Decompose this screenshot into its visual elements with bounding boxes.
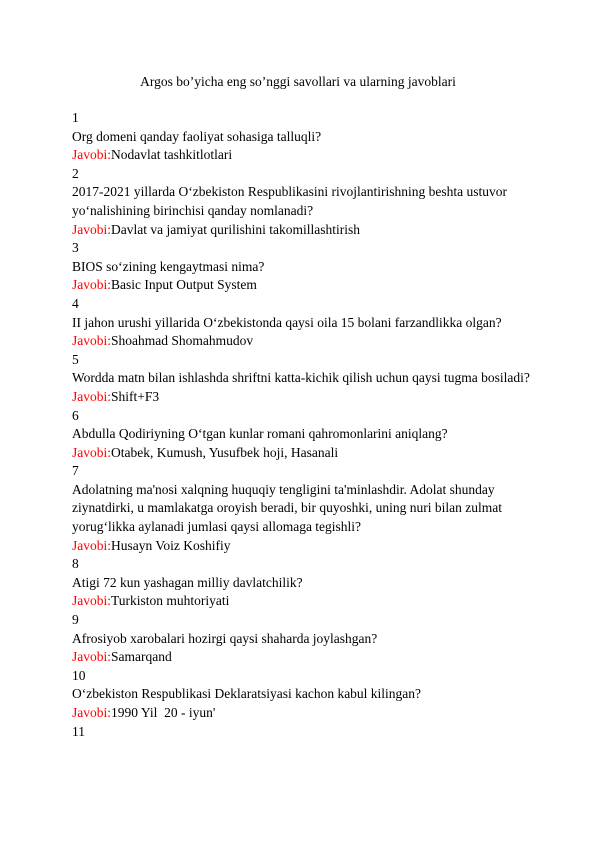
answer-label: Javobi: [72, 705, 111, 720]
question-number: 2 [72, 165, 79, 181]
qa-item [72, 611, 532, 667]
answer-line [72, 444, 532, 463]
answer-line [72, 648, 532, 667]
question-number: 6 [72, 407, 79, 423]
question-number: 5 [72, 351, 79, 367]
answer-label: Javobi: [72, 147, 111, 163]
question-text: O‘zbekiston Respublikasi Deklaratsiyasi kachon kabul kilingan? [72, 686, 422, 702]
answer-label: Javobi: [72, 221, 111, 237]
answer-line [72, 592, 532, 611]
answer-text: Nodavlat tashkitlotlari [111, 147, 233, 163]
question-text: Wordda matn bilan ishlashda shriftni katta-kichik qilish uchun qaysi tugma bosiladi? [72, 370, 530, 386]
qa-item [72, 555, 532, 611]
answer-line [72, 388, 532, 407]
answer-line [72, 332, 532, 351]
question-number: 10 [72, 667, 86, 683]
qa-item [72, 667, 532, 723]
question-text: Afrosiyob xarobalari hozirgi qaysi shaharda joylashgan? [72, 630, 378, 646]
qa-item [72, 351, 532, 407]
question-text: Org domeni qanday faoliyat sohasiga talluqli? [72, 128, 322, 144]
answer-text: Turkiston muhtoriyati [111, 593, 230, 609]
question-number: 7 [72, 463, 79, 479]
question-text: BIOS so‘zining kengaytmasi nima? [72, 258, 265, 274]
question-number: 4 [72, 295, 79, 311]
question-number: 11 [72, 723, 85, 739]
question-text: 2017-2021 yillarda O‘zbekiston Respublikasini rivojlantirishning beshta ustuvor yo‘nalishining birinchisi qanday nomlanadi? [72, 184, 507, 218]
answer-label: Javobi: [72, 277, 111, 293]
qa-item [72, 723, 532, 742]
answer-label: Javobi: [72, 333, 111, 349]
question-text: Atigi 72 kun yashagan milliy davlatchilik? [72, 574, 303, 590]
answer-text: Otabek, Kumush, Yusufbek hoji, Hasanali [111, 444, 339, 460]
qa-item [72, 239, 532, 295]
answer-label: Javobi: [72, 593, 111, 609]
answer-line [72, 537, 532, 556]
question-number: 3 [72, 240, 79, 256]
qa-item [72, 109, 532, 165]
answer-text: Davlat va jamiyat qurilishini takomillashtirish [111, 221, 360, 237]
answer-label: Javobi: [72, 649, 111, 665]
answer-label: Javobi: [72, 537, 111, 553]
answer-text: Husayn Voiz Koshifiy [111, 537, 231, 553]
answer-text: Shoahmad Shomahmudov [111, 333, 254, 349]
answer-line [72, 221, 532, 240]
answer-label: Javobi: [72, 388, 111, 404]
qa-item [72, 165, 532, 239]
answer-line [72, 146, 532, 165]
question-number: 9 [72, 612, 79, 628]
question-number: 8 [72, 556, 79, 572]
answer-line [72, 276, 532, 295]
answer-line [72, 704, 532, 723]
document-title: Argos bo’yicha eng so’nggi savollari va ularning javoblari [140, 74, 456, 89]
answer-text: Samarqand [111, 649, 172, 665]
answer-text: Basic Input Output System [111, 277, 257, 293]
qa-item [72, 295, 532, 351]
qa-item [72, 462, 532, 555]
answer-label: Javobi: [72, 444, 111, 460]
answer-text: Shift+F3 [111, 388, 160, 404]
question-text: Adolatning ma'nosi xalqning huquqiy tengligini ta'minlashdir. Adolat shunday ziynatdirki, u mamlakatga oroyish beradi, bir quyoshki, uning nuri bilan zulmat yorug‘likka aylanadi jumlasi qaysi allomaga tegishli? [72, 481, 503, 535]
question-text: II jahon urushi yillarida O‘zbekistonda qaysi oila 15 bolani farzandlikka olgan? [72, 314, 502, 330]
question-number: 1 [72, 110, 79, 125]
question-text: Abdulla Qodiriyning O‘tgan kunlar romani qahromonlarini aniqlang? [72, 426, 448, 442]
qa-item [72, 407, 532, 463]
answer-text: 1990 Yil 20 - iyun' [111, 705, 216, 720]
qa-list [72, 109, 532, 741]
